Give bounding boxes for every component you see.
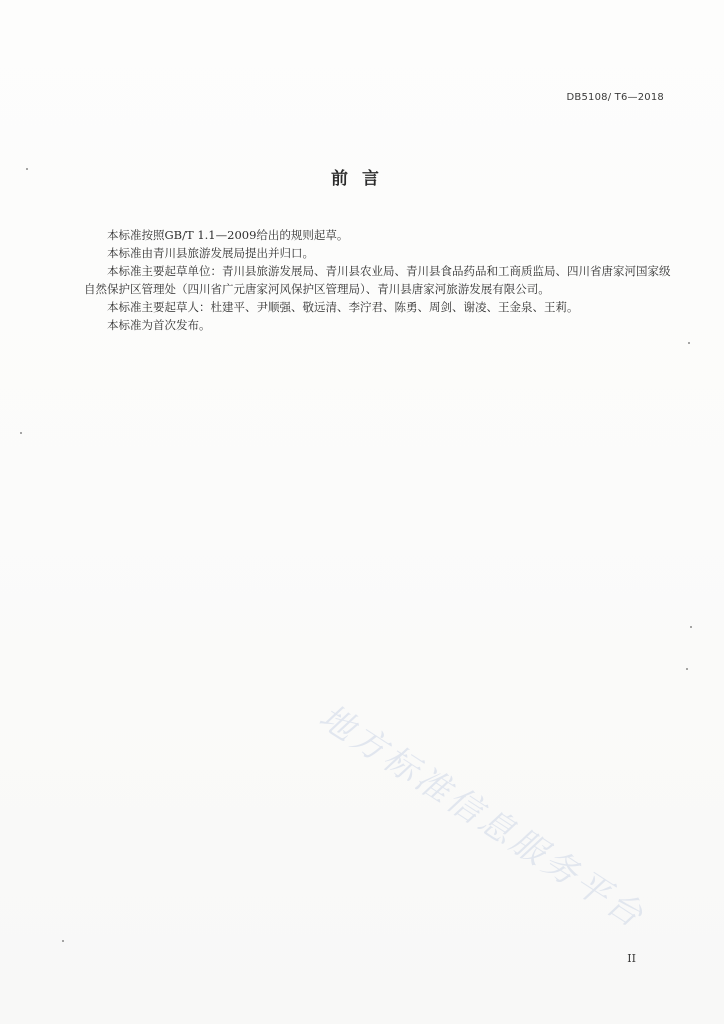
scan-speck	[688, 342, 690, 344]
paragraph-drafting-rules: 本标准按照GB/T 1.1—2009给出的规则起草。	[107, 228, 349, 242]
scan-speck	[62, 940, 64, 942]
paragraph-first-release: 本标准为首次发布。	[107, 318, 211, 332]
foreword-body	[84, 226, 674, 334]
watermark-text: 地方标准信息服务平台	[311, 696, 653, 938]
scan-speck	[690, 626, 692, 628]
page-number: II	[627, 952, 636, 965]
document-code: DB5108/ T6—2018	[566, 92, 664, 103]
scan-speck	[26, 168, 28, 170]
paragraph-drafting-units: 本标准主要起草单位：青川县旅游发展局、青川县农业局、青川县食品药品和工商质监局、四川省唐家河国家级自然保护区管理处（四川省广元唐家河风保护区管理局）、青川县唐家河旅游发展有限公司。	[84, 264, 671, 296]
paragraph-proposer: 本标准由青川县旅游发展局提出并归口。	[107, 246, 314, 260]
scan-speck	[20, 432, 22, 434]
page-title: 前言	[331, 169, 393, 189]
paragraph-drafters: 本标准主要起草人：杜建平、尹顺强、敬远清、李泞君、陈勇、周剑、谢凌、王金泉、王莉。	[107, 300, 579, 314]
scan-speck	[686, 668, 688, 670]
